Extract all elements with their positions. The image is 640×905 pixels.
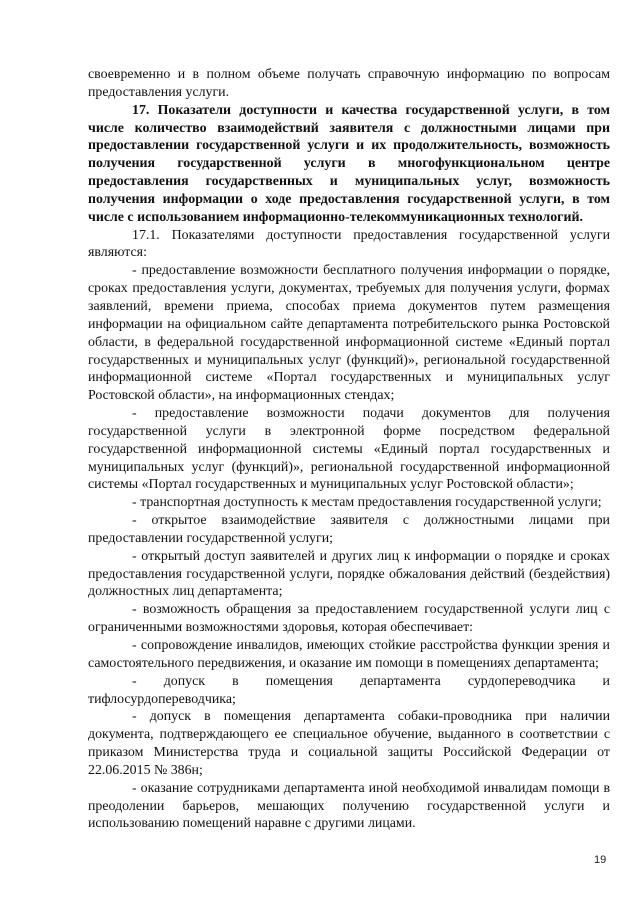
list-item-free-info: - предоставление возможности бесплатного получения информации о порядке, сроках предоставления услуги, документах, требуемых для получения услуги, формах заявлений, времени приема, способах приема документов путем размещения информации на официальном сайте департамента потребительского рынка Ростовской области, в федеральной государственной информационной системе «Единый портал государственных и муниципальных услуг (функций)», региональной государственной информационной системе «Портал государственных и муниципальных услуг Ростовской области», на информационных стендах; — [88, 263, 610, 404]
list-item-guide-dog: - допуск в помещения департамента собаки-проводника при наличии документа, подтверждающего ее специальное обучение, выданного в соответствии с приказом Министерства труда и социальной защиты Российской Федерации от 22.06.2015 № 386н; — [88, 709, 610, 778]
list-item-other-help: - оказание сотрудниками департамента иной необходимой инвалидам помощи в преодолении барьеров, мешающих получению государственной услуги и использованию помещений наравне с другими лицами. — [88, 780, 610, 832]
list-item-disabled-access: - возможность обращения за предоставлением государственной услуги лиц с ограниченными возможностями здоровья, которая обеспечивает: — [88, 602, 610, 636]
page-number: 19 — [594, 854, 607, 866]
list-item-transport: - транспортная доступность к местам предоставления государственной услуги; — [132, 495, 602, 511]
section-17-heading: 17. Показатели доступности и качества государственной услуги, в том числе количество взаимодействий заявителя с должностными лицами при предоставлении государственной услуги и их продолжительность, возможность получения государственной услуги в многофункциональном центре предоставления государственных и муниципальных услуг, возможность получения информации о ходе предоставления государственной услуги, в том числе с использованием информационно-телекоммуникационных технологий. — [88, 102, 610, 225]
list-item-interpreter: - допуск в помещения департамента сурдопереводчика и тифлосурдопереводчика; — [88, 673, 610, 707]
document-body — [88, 66, 610, 833]
list-item-open-access: - открытый доступ заявителей и других лиц к информации о порядке и сроках предоставления государственной услуги, порядке обжалования действий (бездействия) должностных лиц департамента; — [88, 548, 610, 600]
list-item-electronic-submission: - предоставление возможности подачи документов для получения государственной услуги в электронной форме посредством федеральной государственной информационной системы «Единый портал государственных и муниципальных услуг (функций)», региональной государственной информационной системы «Портал государственных и муниципальных услуг Ростовской области»; — [88, 406, 610, 493]
paragraph-17-1: 17.1. Показателями доступности предоставления государственной услуги являются: — [88, 227, 610, 261]
list-item-open-interaction: - открытое взаимодействие заявителя с должностными лицами при предоставлении государственной услуги; — [88, 513, 610, 546]
paragraph-continuation: своевременно и в полном объеме получать справочную информацию по вопросам предоставления услуги. — [88, 67, 610, 100]
list-item-escort: - сопровождение инвалидов, имеющих стойкие расстройства функции зрения и самостоятельного передвижения, и оказание им помощи в помещениях департамента; — [88, 638, 610, 671]
